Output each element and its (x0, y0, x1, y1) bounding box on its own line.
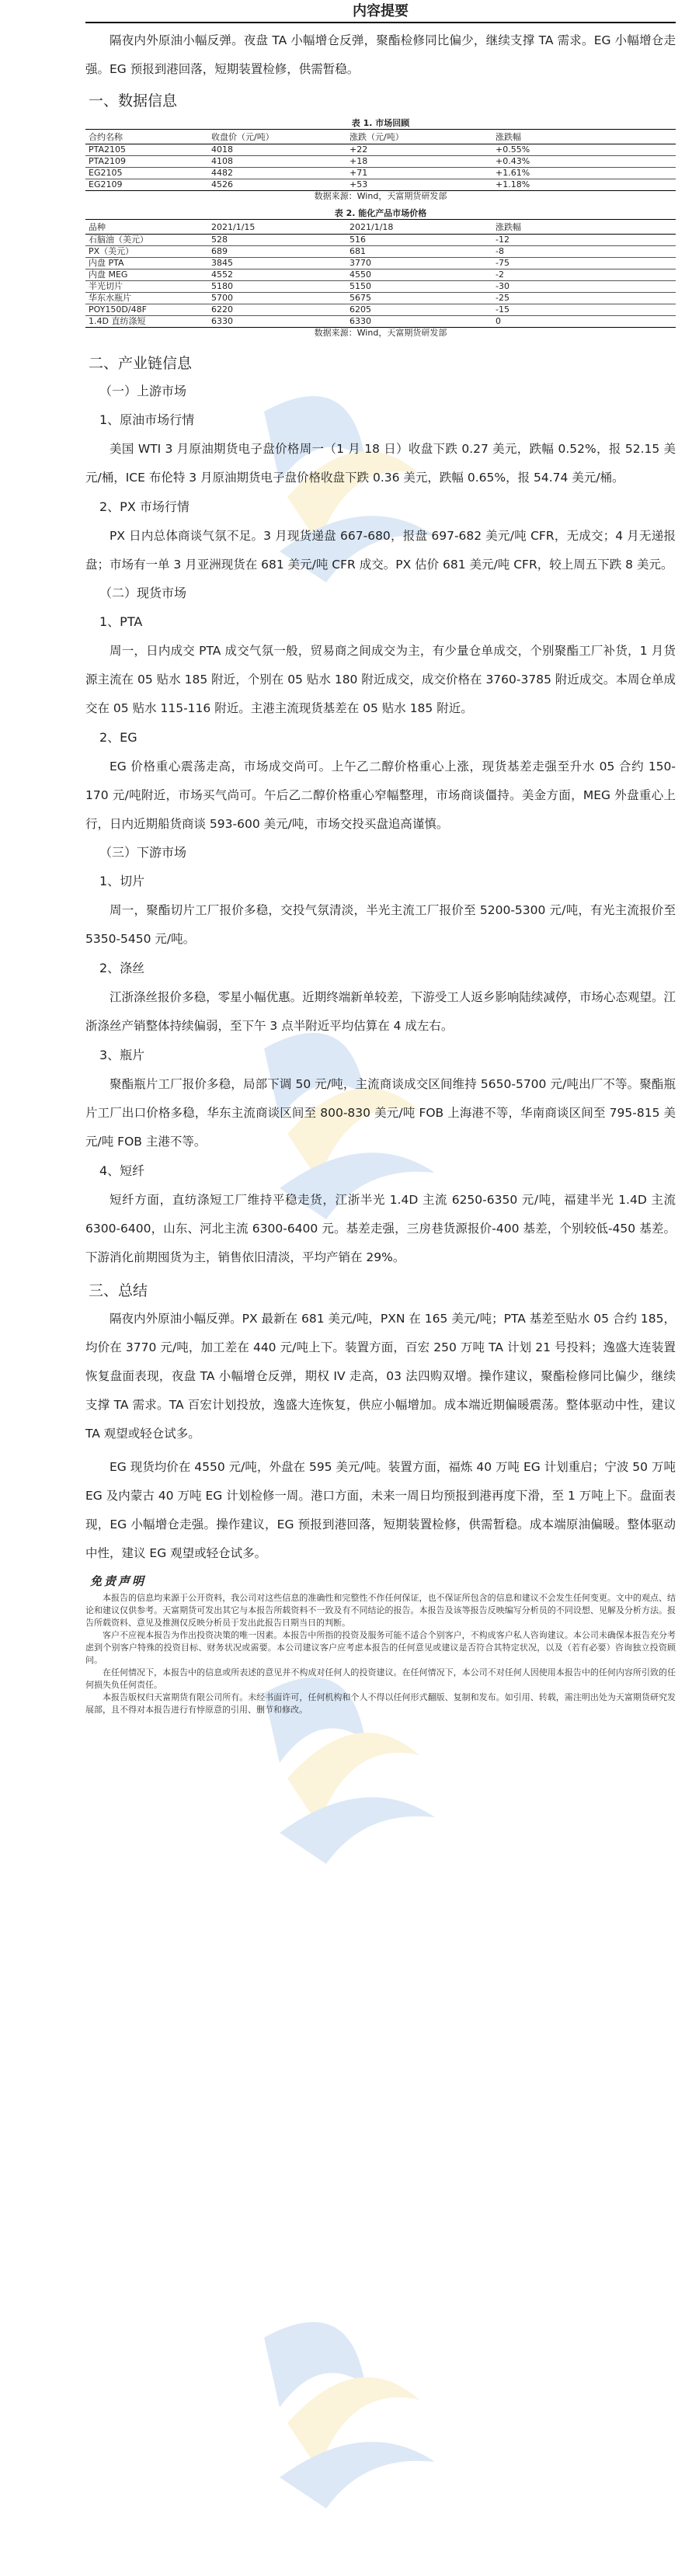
report-content (85, 0, 676, 1716)
upstream-title: （一）上游市场 (99, 384, 187, 398)
table-row (85, 281, 676, 293)
table-cell: 1.4D 直纺涤短 (85, 316, 208, 328)
table-cell: +53 (346, 179, 492, 191)
disclaimer-paragraph: 本报告版权归天富期货有限公司所有。未经书面许可，任何机构和个人不得以任何形式翻版、复制和发布。如引用、转载，需注明出处为天富期货研究发展部，且不得对本报告进行有悖原意的引用、删节和修改。 (85, 1692, 676, 1715)
table-cell: 0 (492, 316, 676, 328)
table-cell: 6330 (208, 316, 346, 328)
table2-caption: 表 2. 能化产品市场价格 (334, 208, 427, 218)
table-cell: +22 (346, 144, 492, 156)
table1-source: 数据来源：Wind，天富期货研发部 (314, 191, 447, 201)
table-cell: -30 (492, 281, 676, 293)
table-row (85, 144, 676, 156)
table-row (85, 235, 676, 246)
table-cell: 528 (208, 235, 346, 246)
staple-title: 4、短纤 (99, 1163, 145, 1178)
table-row (85, 246, 676, 258)
table-header-cell: 涨跌幅 (492, 130, 676, 144)
disclaimer-paragraph: 客户不应视本报告为作出投资决策的唯一因素。本报告中所指的投资及服务可能不适合个别客户，不构成客户私人咨询建议。本公司未确保本报告充分考虑到个别客户特殊的投资目标、财务状况或需要。本公司建议客户应考虑本报告的任何意见或建议是否符合其特定状况，以及（若有必要）咨询独立投资顾问。 (85, 1630, 676, 1665)
table2-source: 数据来源：Wind，天富期货研发部 (314, 328, 447, 338)
disclaimer-paragraph: 在任何情况下，本报告中的信息或所表述的意见并不构成对任何人的投资建议。在任何情况下，本公司不对任何人因使用本报告中的任何内容所引致的任何损失负任何责任。 (85, 1667, 676, 1690)
table-cell: 3770 (346, 258, 492, 269)
table-cell: +0.43% (492, 156, 676, 168)
table-cell: 内盘 PTA (85, 258, 208, 269)
spot-title: （二）现货市场 (99, 586, 187, 600)
summary-pta-paragraph: 隔夜内外原油小幅反弹。PX 最新在 681 美元/吨，PXN 在 165 美元/吨；PTA 基差至贴水 05 合约 185，均价在 3770 元/吨，加工差在 440 元/吨上下。装置方面，百宏 250 万吨 TA 计划 21 号投料；逸盛大连装置恢复盘面表现，夜盘 TA 小幅增仓反弹，期权 IV 走高，03 法四购双增。操作建议，聚酯检修同比偏少，继续支撑 TA 需求。TA 百宏计划投放，逸盛大连恢复，供应小幅增加。成本端近期偏暖震荡。整体驱动中性，建议 TA 观望或轻仓试多。 (85, 1312, 676, 1441)
table-cell: 4482 (208, 168, 346, 179)
table-cell: 5180 (208, 281, 346, 293)
table-header-cell: 收盘价（元/吨） (208, 130, 346, 144)
table-row (85, 168, 676, 179)
bottle-paragraph: 聚酯瓶片工厂报价多稳，局部下调 50 元/吨，主流商谈成交区间维持 5650-5700 元/吨出厂不等。聚酯瓶片工厂出口价格多稳，华东主流商谈区间至 800-830 美元/吨 FOB 上海港不等，华南商谈区间至 795-815 美元/吨 FOB 主港不等。 (85, 1077, 676, 1149)
table-cell: -12 (492, 235, 676, 246)
table-header-cell: 2021/1/15 (208, 220, 346, 235)
tianfu-watermark-logo (233, 2291, 466, 2524)
filament-paragraph: 江浙涤丝报价多稳，零星小幅优惠。近期终端新单较差，下游受工人返乡影响陆续减停，市场心态观望。江浙涤丝产销整体持续偏弱，至下午 3 点半附近平均估算在 4 成左右。 (85, 990, 676, 1033)
table-cell: -15 (492, 304, 676, 316)
table-cell: -2 (492, 269, 676, 281)
table-cell: 4526 (208, 179, 346, 191)
table-cell: 4550 (346, 269, 492, 281)
table-header-cell: 品种 (85, 220, 208, 235)
table-cell: 5150 (346, 281, 492, 293)
filament-title: 2、涤丝 (99, 961, 145, 975)
table-row (85, 156, 676, 168)
px-title: 2、PX 市场行情 (99, 499, 190, 514)
pta-title: 1、PTA (99, 614, 143, 629)
product-price-table (85, 219, 676, 328)
market-review-table (85, 129, 676, 191)
table-row (85, 293, 676, 304)
table-header-cell: 合约名称 (85, 130, 208, 144)
table-row (85, 269, 676, 281)
table-cell: PTA2109 (85, 156, 208, 168)
table-cell: 681 (346, 246, 492, 258)
summary-paragraph: 隔夜内外原油小幅反弹。夜盘 TA 小幅增仓反弹，聚酯检修同比偏少，继续支撑 TA 需求。EG 小幅增仓走强。EG 预报到港回落，短期装置检修，供需暂稳。 (85, 33, 676, 76)
table-cell: EG2109 (85, 179, 208, 191)
table-cell: 5700 (208, 293, 346, 304)
table-cell: +71 (346, 168, 492, 179)
table-cell: -75 (492, 258, 676, 269)
page-title: 内容提要 (85, 3, 676, 23)
table-cell: -8 (492, 246, 676, 258)
pta-paragraph: 周一，日内成交 PTA 成交气氛一般，贸易商之间成交为主，有少量仓单成交，个别聚酯工厂补货，1 月货源主流在 05 贴水 185 附近，个别在 05 贴水 180 附近成交，成交价格在 3760-3785 附近成交。本周仓单成交在 05 贴水 115-116 附近。主港主流现货基差在 05 贴水 185 附近。 (85, 644, 676, 715)
chips-title: 1、切片 (99, 874, 145, 888)
table-cell: +18 (346, 156, 492, 168)
downstream-title: （三）下游市场 (99, 845, 187, 860)
section-data-title: 一、数据信息 (89, 92, 178, 110)
table-cell: +1.18% (492, 179, 676, 191)
table1-caption: 表 1. 市场回顾 (351, 118, 410, 128)
bottle-title: 3、瓶片 (99, 1048, 145, 1062)
table-header-row (85, 130, 676, 144)
table-cell: +1.61% (492, 168, 676, 179)
table-header-cell: 涨跌（元/吨） (346, 130, 492, 144)
table-cell: PX（美元） (85, 246, 208, 258)
table-cell: 半光切片 (85, 281, 208, 293)
table-cell: 6330 (346, 316, 492, 328)
table-header-cell: 涨跌幅 (492, 220, 676, 235)
table-cell: 4108 (208, 156, 346, 168)
disclaimer-paragraph: 本报告的信息均来源于公开资料，我公司对这些信息的准确性和完整性不作任何保证，也不保证所包含的信息和建议不会发生任何变更。文中的观点、结论和建议仅供参考。天富期货可发出其它与本报告所载资料不一致及有不同结论的报告。本报告及该等报告反映编写分析员的不同设想、见解及分析方法。报告所载资料、意见及推测仅反映分析员于发出此报告日期当日的判断。 (85, 1593, 676, 1628)
table-row (85, 304, 676, 316)
table-cell: 内盘 MEG (85, 269, 208, 281)
chips-paragraph: 周一，聚酯切片工厂报价多稳，交投气氛清淡，半光主流工厂报价至 5200-5300 元/吨，有光主流报价至 5350-5450 元/吨。 (85, 903, 676, 946)
staple-paragraph: 短纤方面，直纺涤短工厂维持平稳走货，江浙半光 1.4D 主流 6250-6350 元/吨，福建半光 1.4D 主流 6300-6400，山东、河北主流 6300-6400 元。基差走强，三房巷货源报价-400 基差，个别较低-450 基差。下游消化前期囤货为主，销售依旧清淡，平均产销在 29%。 (85, 1193, 676, 1264)
table-row (85, 316, 676, 328)
table-cell: 6220 (208, 304, 346, 316)
disclaimer-title: 免责声明 (90, 1574, 147, 1588)
section-industry-title: 二、产业链信息 (89, 355, 193, 372)
section-summary-title: 三、总结 (89, 1282, 148, 1299)
table-row (85, 179, 676, 191)
table-cell: 6205 (346, 304, 492, 316)
table-cell: POY150D/48F (85, 304, 208, 316)
table-cell: EG2105 (85, 168, 208, 179)
table-header-cell: 2021/1/18 (346, 220, 492, 235)
table-cell: PTA2105 (85, 144, 208, 156)
table-cell: 516 (346, 235, 492, 246)
eg-paragraph: EG 价格重心震荡走高，市场成交尚可。上午乙二醇价格重心上涨，现货基差走强至升水 05 合约 150-170 元/吨附近，市场买气尚可。午后乙二醇价格重心窄幅整理，市场商谈僵持。美金方面，MEG 外盘重心上行，日内近期船货商谈 593-600 美元/吨，市场交投买盘追高谨慎。 (85, 760, 676, 831)
table-cell: -25 (492, 293, 676, 304)
table-cell: 3845 (208, 258, 346, 269)
table-cell: +0.55% (492, 144, 676, 156)
crude-title: 1、原油市场行情 (99, 412, 195, 427)
table-cell: 689 (208, 246, 346, 258)
eg-title: 2、EG (99, 730, 137, 745)
table-cell: 4018 (208, 144, 346, 156)
table-cell: 5675 (346, 293, 492, 304)
table-cell: 4552 (208, 269, 346, 281)
crude-paragraph: 美国 WTI 3 月原油期货电子盘价格周一（1 月 18 日）收盘下跌 0.27 美元，跌幅 0.52%，报 52.15 美元/桶，ICE 布伦特 3 月原油期货电子盘价格收盘下跌 0.36 美元，跌幅 0.65%，报 54.74 美元/桶。 (85, 442, 676, 485)
summary-eg-paragraph: EG 现货均价在 4550 元/吨，外盘在 595 美元/吨。装置方面，福炼 40 万吨 EG 计划重启；宁波 50 万吨 EG 及内蒙古 40 万吨 EG 计划检修一周。港口方面，未来一周日均预报到港再度下滑，至 1 万吨上下。盘面表现，EG 小幅增仓走强。操作建议，EG 预报到港回落，短期装置检修，供需暂稳。成本端原油偏暖。整体驱动中性，建议 EG 观望或轻仓试多。 (85, 1460, 676, 1560)
table-row (85, 258, 676, 269)
table-header-row (85, 220, 676, 235)
table-cell: 华东水瓶片 (85, 293, 208, 304)
px-paragraph: PX 日内总体商谈气氛不足。3 月现货递盘 667-680，报盘 697-682 美元/吨 CFR，无成交；4 月无递报盘；市场有一单 3 月亚洲现货在 681 美元/吨 CFR 成交。PX 估价 681 美元/吨 CFR，较上周五下跌 8 美元。 (85, 529, 676, 572)
table-cell: 石脑油（美元） (85, 235, 208, 246)
